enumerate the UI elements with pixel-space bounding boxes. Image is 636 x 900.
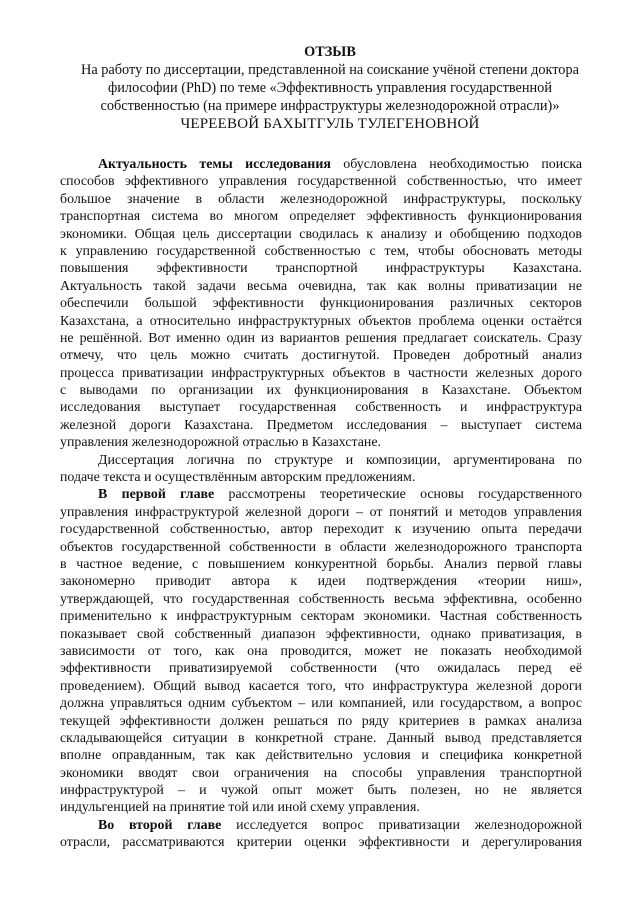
text-line: проведением). Общий вывод касается того, что инфраструктура железной дороги [60,678,582,694]
text-line: повышения эффективности транспортной инфраструктуры Казахстана. [60,261,582,277]
paragraph-chapter-one [60,486,582,816]
text-line: зависимости от того, как она проводится, может не показать необходимой [60,643,582,659]
text-line: вполне оправданным, так как действительно условия и специфика конкретной [60,748,582,764]
text-line: Во второй главе исследуется вопрос приватизации железнодорожной [98,817,582,833]
paragraph-chapter-two [60,817,582,852]
text-line: исследования выступает государственная собственность и инфраструктура [60,400,582,416]
text-line: государственной собственностью, автор переходит к изучению опыта передачи [60,522,582,538]
text-line: Актуальность темы исследования обусловлена необходимостью поиска [98,157,583,172]
text-line: железной дороги Казахстана. Предметом исследования – выступает система [60,417,582,433]
review-header [40,43,620,133]
text-line: отрасли, рассматриваются критерии оценки эффективности и дерегулирования [60,835,582,851]
text-line: Казахстана, а относительно инфраструктурных объектов проблема оценки остаётся [60,313,582,329]
text-line: экономики вводят свои ограничения на способы управления транспортной [60,765,582,781]
paragraph-lead: В первой главе [98,487,215,503]
review-body [60,156,582,852]
author-name: ЧЕРЕЕВОЙ БАХЫТГУЛЬ ТУЛЕГЕНОВНОЙ [180,116,480,132]
text-line: к управлению государственной собственностью с тем, чтобы обосновать методы [60,243,582,259]
text-line: применительно к инфраструктурным секторам экономики. Частная собственность [60,609,582,625]
text-line: эффективности приватизируемой собственности (что ожидалась перед её [60,661,582,677]
text-line: текущей эффективности должен решаться по ряду критериев в рамках анализа [60,713,582,729]
subtitle-line: На работу по диссертации, представленной на соискание учёной степени доктора [81,62,579,78]
text-line: объектов государственной собственности в области железнодорожного транспорта [60,539,582,555]
text-line: индульгенцией на принятие той или иной схему управления. [60,800,420,816]
paragraph-lead: Во второй главе [98,817,222,833]
text-line: В первой главе рассмотрены теоретические основы государственного [98,487,582,503]
subtitle-line: собственностью (на примере инфраструктуры железнодорожной отрасли)» [100,98,560,114]
text-line: способов эффективного управления государственной собственностью, что имеет [60,174,582,190]
text-line: утверждающей, что государственная собственность весьма эффективна, особенно [60,591,582,607]
document-title: ОТЗЫВ [304,44,356,60]
paragraph-structure [60,452,582,487]
text-line: показывает свой собственный диапазон эффективности, однако приватизация, в [60,626,582,642]
text-line: обеспечили большой эффективности функционирования различных секторов [60,296,582,312]
text-line: не решённой. Вот именно один из вариантов решения предлагает соискатель. Сразу [60,330,582,346]
text-line: закономерно приводит автора к идеи подтверждения «теории ниш», [60,574,582,590]
paragraph-relevance [60,156,582,452]
text-line: в частное ведение, с повышением конкурентной борьбы. Анализ первой главы [60,556,582,572]
text-line: подаче текста и осуществлённым авторским предложениям. [60,470,416,486]
text-line: экономики. Общая цель диссертации сводилась к анализу и обобщению подходов [60,226,582,242]
text-line: управления инфраструктурой железной дороги – от понятий и методов управления [60,504,582,520]
text-line: управления железнодорожной отраслью в Казахстане. [60,435,381,451]
subtitle-line: философии (PhD) по теме «Эффективность управления государственной [108,80,552,96]
text-line: транспортная система во многом определяет эффективность функционирования [60,209,582,225]
text-line: отмечу, что цель можно считать достигнутой. Проведен добротный анализ [60,348,582,364]
text-line: Диссертация логична по структуре и композиции, аргументирована по [98,452,582,468]
text-line: инфраструктурой – и чужой опыт может быть полезен, но не является [60,783,582,799]
text-line: Актуальность такой задачи весьма очевидна, так как волны приватизации не [60,278,582,294]
text-line: должна управляться одним субъектом – или компанией, или государством, а вопрос [60,696,582,712]
paragraph-lead: Актуальность темы исследования [98,157,331,172]
text-line: с выводами по организации их функционирования в Казахстане. Объектом [60,383,582,399]
text-line: процесса приватизации инфраструктурных объектов в частности железных дорого [60,365,582,381]
text-line: большое значение в области железнодорожной инфраструктуры, поскольку [60,191,582,207]
text-line: складывающейся ситуации в конкретной стране. Данный вывод представляется [60,730,582,746]
